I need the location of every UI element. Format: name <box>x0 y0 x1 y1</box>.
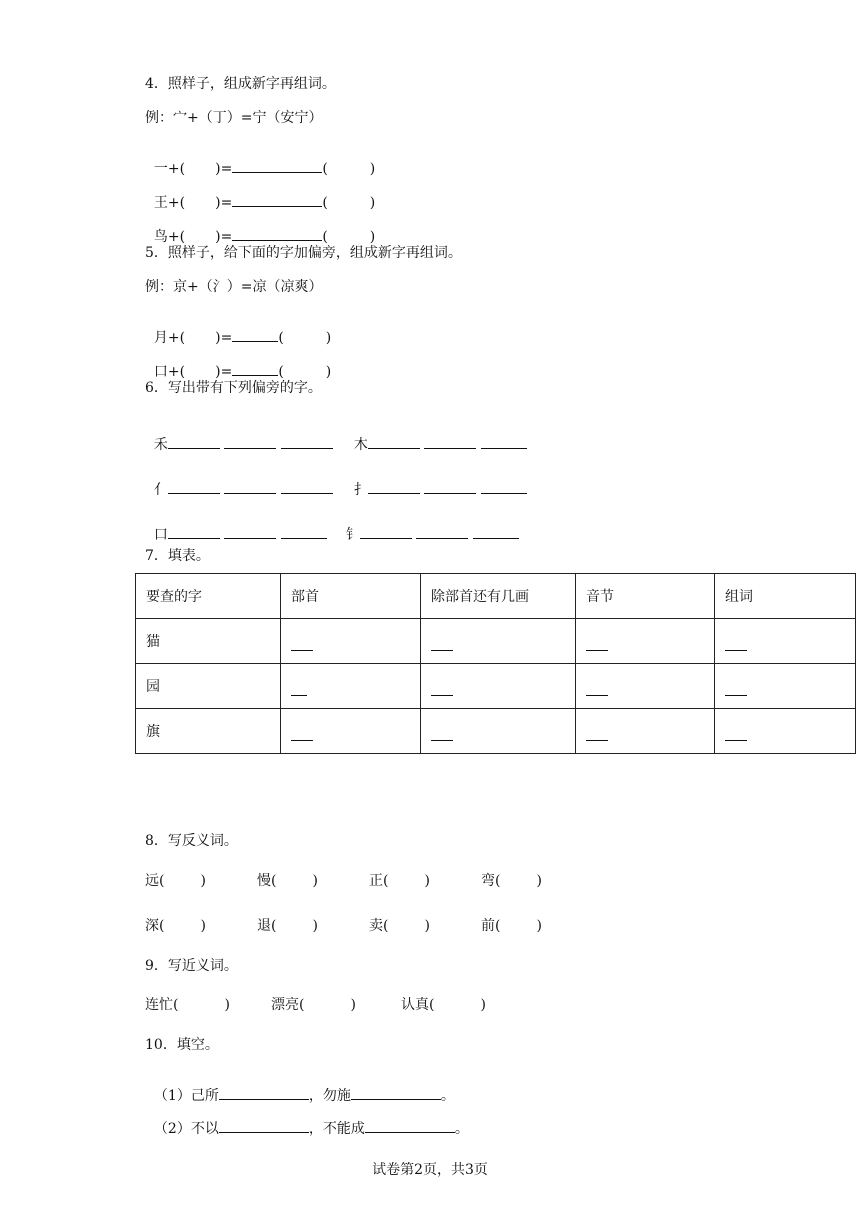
q5-row-open: ( <box>278 330 284 346</box>
answer-blank[interactable] <box>725 638 747 651</box>
q6-title: 6．写出带有下列偏旁的字。 <box>145 380 322 396</box>
answer-blank[interactable] <box>360 525 412 539</box>
antonym-char: 远( <box>145 873 165 889</box>
fill-text: 。 <box>440 1088 455 1104</box>
antonym-char: 退( <box>257 918 277 934</box>
q4-row-open: ( <box>322 161 328 177</box>
answer-blank[interactable] <box>586 638 608 651</box>
answer-blank[interactable] <box>232 227 322 241</box>
q5-row <box>145 348 331 379</box>
answer-blank[interactable] <box>219 1086 309 1100</box>
synonym-close: ) <box>480 997 486 1013</box>
q4-title: 4．照样子，组成新字再组词。 <box>145 76 336 92</box>
synonym-word: 连忙( <box>145 997 179 1013</box>
synonym-item <box>145 998 230 1012</box>
answer-blank[interactable] <box>368 435 420 449</box>
q6-radical-row <box>345 466 527 497</box>
table-header: 部首 <box>281 574 421 619</box>
antonym-char: 前( <box>481 918 501 934</box>
answer-blank[interactable] <box>168 435 220 449</box>
answer-blank[interactable] <box>291 638 313 651</box>
q4-row-eq: )= <box>215 195 233 211</box>
q5-example: 例：京+（氵）=凉（凉爽） <box>145 279 323 295</box>
table-row <box>136 664 856 709</box>
fill-line <box>145 1105 469 1136</box>
q5-row <box>145 314 331 345</box>
answer-blank[interactable] <box>168 525 220 539</box>
synonym-close: ) <box>350 997 356 1013</box>
antonym-item <box>481 919 542 933</box>
fill-text: ，勿施 <box>308 1088 351 1104</box>
q4-row-eq: )= <box>215 229 233 245</box>
answer-blank[interactable] <box>416 525 468 539</box>
fill-line <box>145 1072 455 1103</box>
table-row <box>136 709 856 754</box>
q5-row-close: ) <box>325 364 332 380</box>
answer-blank[interactable] <box>232 328 278 342</box>
table-cell-char: 猫 <box>136 619 281 664</box>
table-header: 除部首还有几画 <box>421 574 576 619</box>
page-footer: 试卷第2页，共3页 <box>372 1162 488 1178</box>
q4-row-open: ( <box>322 229 328 245</box>
antonym-close: ) <box>312 918 318 934</box>
q4-row-close: ) <box>369 161 376 177</box>
antonym-item <box>145 874 206 888</box>
antonym-close: ) <box>424 873 430 889</box>
q5-row-open: ( <box>278 364 284 380</box>
q4-row <box>145 179 375 210</box>
table-cell[interactable] <box>421 619 576 664</box>
answer-blank[interactable] <box>281 525 327 539</box>
q4-row-char: 鸟+( <box>153 229 186 245</box>
antonym-close: ) <box>312 873 318 889</box>
table-cell[interactable] <box>715 664 856 709</box>
q4-row-open: ( <box>322 195 328 211</box>
q5-row-eq: )= <box>215 330 233 346</box>
fill-text: （1）己所 <box>153 1088 219 1104</box>
table-header: 音节 <box>576 574 715 619</box>
answer-blank[interactable] <box>431 638 453 651</box>
q6-radical-row <box>345 421 527 452</box>
q10-title: 10．填空。 <box>145 1037 219 1053</box>
antonym-item <box>369 874 430 888</box>
q4-row-char: 王+( <box>153 195 186 211</box>
q5-title: 5．照样子，给下面的字加偏旁，组成新字再组词。 <box>145 245 462 261</box>
answer-blank[interactable] <box>224 480 276 494</box>
synonym-item <box>271 998 356 1012</box>
antonym-close: ) <box>200 918 206 934</box>
answer-blank[interactable] <box>224 435 276 449</box>
table-row <box>136 619 856 664</box>
q6-radical-row <box>337 511 519 542</box>
antonym-item <box>369 919 430 933</box>
radical-label: 亻 <box>153 482 168 498</box>
q8-title: 8．写反义词。 <box>145 833 238 849</box>
synonym-word: 认真( <box>401 997 435 1013</box>
answer-blank[interactable] <box>281 435 333 449</box>
antonym-char: 慢( <box>257 873 277 889</box>
antonym-char: 深( <box>145 918 165 934</box>
fill-text: （2）不以 <box>153 1121 219 1137</box>
q6-radical-row <box>145 511 327 542</box>
table-cell-char: 旗 <box>136 709 281 754</box>
table-cell[interactable] <box>576 619 715 664</box>
table-cell[interactable] <box>715 709 856 754</box>
table-cell[interactable] <box>281 619 421 664</box>
answer-blank[interactable] <box>291 728 313 741</box>
antonym-item <box>257 874 318 888</box>
table-cell-char: 园 <box>136 664 281 709</box>
antonym-close: ) <box>536 873 542 889</box>
answer-blank[interactable] <box>168 480 220 494</box>
answer-blank[interactable] <box>431 728 453 741</box>
table-cell[interactable] <box>281 709 421 754</box>
answer-blank[interactable] <box>351 1086 441 1100</box>
q4-row-close: ) <box>369 195 376 211</box>
table-header: 要查的字 <box>136 574 281 619</box>
answer-blank[interactable] <box>431 683 453 696</box>
answer-blank[interactable] <box>232 159 322 173</box>
answer-blank[interactable] <box>224 525 276 539</box>
q6-radical-row <box>145 421 333 452</box>
answer-blank[interactable] <box>365 1119 455 1133</box>
q4-row-eq: )= <box>215 161 233 177</box>
table-cell[interactable] <box>576 709 715 754</box>
q5-row-char: 口+( <box>153 364 186 380</box>
answer-blank[interactable] <box>725 728 747 741</box>
answer-blank[interactable] <box>219 1119 309 1133</box>
answer-blank[interactable] <box>424 435 476 449</box>
table-cell[interactable] <box>421 709 576 754</box>
q9-title: 9．写近义词。 <box>145 958 238 974</box>
answer-blank[interactable] <box>481 480 527 494</box>
answer-blank[interactable] <box>473 525 519 539</box>
radical-label: 钅 <box>345 527 360 543</box>
table-cell[interactable] <box>715 619 856 664</box>
answer-blank[interactable] <box>424 480 476 494</box>
answer-blank[interactable] <box>291 683 307 696</box>
synonym-word: 漂亮( <box>271 997 305 1013</box>
synonym-item <box>401 998 486 1012</box>
q4-example: 例：宀+（丁）=宁（安宁） <box>145 110 323 126</box>
antonym-char: 正( <box>369 873 389 889</box>
answer-blank[interactable] <box>232 193 322 207</box>
synonym-close: ) <box>224 997 230 1013</box>
q4-row <box>145 213 375 244</box>
antonym-item <box>481 874 542 888</box>
antonym-close: ) <box>200 873 206 889</box>
answer-blank[interactable] <box>281 480 333 494</box>
q4-row-close: ) <box>369 229 376 245</box>
antonym-char: 卖( <box>369 918 389 934</box>
antonym-item <box>257 919 318 933</box>
answer-blank[interactable] <box>368 480 420 494</box>
answer-blank[interactable] <box>586 683 608 696</box>
fill-text: ，不能成 <box>308 1121 365 1137</box>
table-header: 组词 <box>715 574 856 619</box>
q6-radical-row <box>145 466 333 497</box>
q7-title: 7．填表。 <box>145 548 210 564</box>
antonym-char: 弯( <box>481 873 501 889</box>
table-cell[interactable] <box>421 664 576 709</box>
answer-blank[interactable] <box>481 435 527 449</box>
q5-row-char: 月+( <box>153 330 186 346</box>
radical-label: 扌 <box>353 482 368 498</box>
antonym-close: ) <box>424 918 430 934</box>
q4-row <box>145 145 375 176</box>
antonym-item <box>145 919 206 933</box>
antonym-close: ) <box>536 918 542 934</box>
q4-row-char: 一+( <box>153 161 186 177</box>
radical-label: 口 <box>153 527 168 543</box>
table-header-row <box>136 574 856 619</box>
lookup-table <box>135 573 856 754</box>
radical-label: 禾 <box>153 437 168 453</box>
answer-blank[interactable] <box>232 362 278 376</box>
q5-row-eq: )= <box>215 364 233 380</box>
radical-label: 木 <box>353 437 368 453</box>
table-cell[interactable] <box>576 664 715 709</box>
answer-blank[interactable] <box>586 728 608 741</box>
q5-row-close: ) <box>325 330 332 346</box>
answer-blank[interactable] <box>725 683 747 696</box>
fill-text: 。 <box>454 1121 469 1137</box>
table-cell[interactable] <box>281 664 421 709</box>
